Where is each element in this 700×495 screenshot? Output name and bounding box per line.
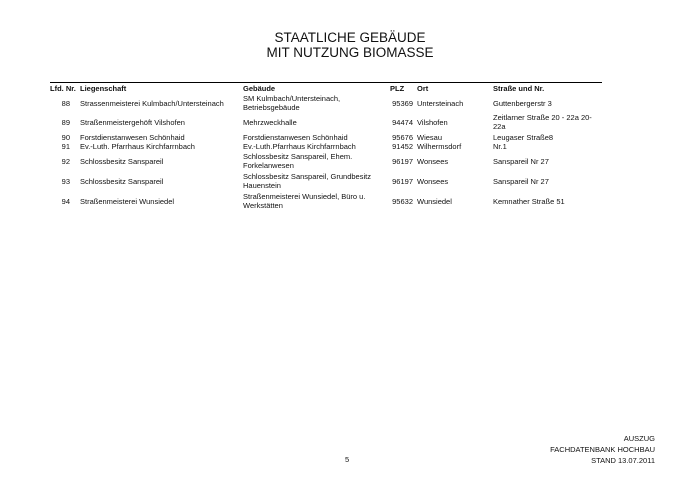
- cell-liegenschaft: Straßenmeistergehöft Vilshofen: [80, 118, 185, 127]
- cell-strasse: Zeitlarner Straße 20 - 22a 20-22a: [493, 113, 592, 131]
- header-ort: Ort: [417, 84, 429, 93]
- footer-line-1: AUSZUG: [623, 434, 655, 443]
- cell-gebaeude: SM Kulmbach/Untersteinach, Betriebsgebäude: [243, 94, 341, 112]
- cell-plz: 95632: [392, 197, 413, 206]
- cell-ort: Wonsees: [417, 157, 449, 166]
- header-rule: [50, 82, 602, 83]
- cell-nr: 92: [61, 157, 70, 166]
- footer-line-2: FACHDATENBANK HOCHBAU: [550, 445, 655, 454]
- header-liegenschaft: Liegenschaft: [80, 84, 127, 93]
- cell-strasse: Kemnather Straße 51: [493, 197, 565, 206]
- cell-plz: 96197: [392, 157, 413, 166]
- header-gebaeude: Gebäude: [243, 84, 276, 93]
- cell-plz: 95676: [392, 133, 413, 142]
- cell-gebaeude: Schlossbesitz Sanspareil, Grundbesitz Hauenstein: [243, 172, 371, 190]
- cell-nr: 89: [61, 118, 70, 127]
- cell-strasse: Guttenbergerstr 3: [493, 99, 552, 108]
- header-nr: Lfd. Nr.: [50, 84, 76, 93]
- cell-liegenschaft: Strassenmeisterei Kulmbach/Untersteinach: [80, 99, 224, 108]
- page-subtitle: MIT NUTZUNG BIOMASSE: [266, 45, 434, 60]
- cell-gebaeude: Mehrzweckhalle: [243, 118, 297, 127]
- cell-plz: 95369: [392, 99, 413, 108]
- header-plz: PLZ: [390, 84, 405, 93]
- cell-liegenschaft: Straßenmeisterei Wunsiedel: [80, 197, 175, 206]
- cell-nr: 88: [61, 99, 70, 108]
- cell-nr: 93: [61, 177, 70, 186]
- cell-strasse: Leugaser Straße8: [493, 133, 554, 142]
- cell-nr: 91: [61, 142, 70, 151]
- cell-liegenschaft: Schlossbesitz Sanspareil: [80, 157, 164, 166]
- cell-ort: Wunsiedel: [417, 197, 452, 206]
- cell-ort: Wilhermsdorf: [417, 142, 462, 151]
- cell-gebaeude: Schlossbesitz Sanspareil, Ehem. Forkelanwesen: [243, 152, 353, 170]
- page-title: STAATLICHE GEBÄUDE: [274, 30, 426, 45]
- cell-plz: 94474: [392, 118, 413, 127]
- cell-strasse: Sanspareil Nr 27: [493, 177, 549, 186]
- cell-gebaeude: Ev.-Luth.Pfarrhaus Kirchfarrnbach: [243, 142, 356, 151]
- cell-ort: Wonsees: [417, 177, 449, 186]
- cell-ort: Wiesau: [417, 133, 443, 142]
- cell-strasse: Nr.1: [493, 142, 507, 151]
- header-strasse: Straße und Nr.: [493, 84, 545, 93]
- footer-line-3: STAND 13.07.2011: [591, 456, 655, 465]
- cell-plz: 96197: [392, 177, 413, 186]
- cell-liegenschaft: Forstdienstanwesen Schönhaid: [80, 133, 185, 142]
- cell-gebaeude: Forstdienstanwesen Schönhaid: [243, 133, 348, 142]
- cell-liegenschaft: Ev.-Luth. Pfarrhaus Kirchfarrnbach: [80, 142, 195, 151]
- cell-nr: 90: [61, 133, 70, 142]
- page-number: 5: [345, 455, 350, 464]
- cell-nr: 94: [61, 197, 70, 206]
- cell-ort: Vilshofen: [417, 118, 448, 127]
- cell-liegenschaft: Schlossbesitz Sanspareil: [80, 177, 164, 186]
- cell-plz: 91452: [392, 142, 413, 151]
- cell-strasse: Sanspareil Nr 27: [493, 157, 549, 166]
- cell-ort: Untersteinach: [417, 99, 464, 108]
- cell-gebaeude: Straßenmeisterei Wunsiedel, Büro u. Werkstätten: [243, 192, 366, 210]
